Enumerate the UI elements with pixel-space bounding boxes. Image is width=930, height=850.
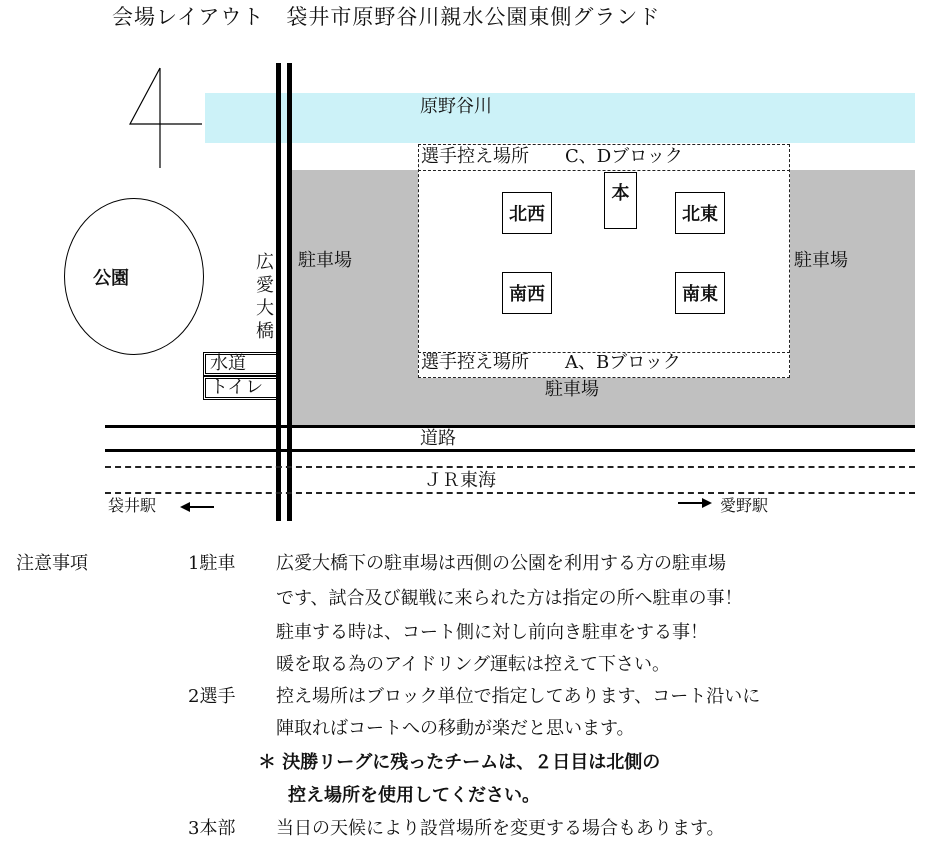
notes-heading: 注意事項	[16, 553, 88, 574]
note-line: 当日の天候により設営場所を変更する場合もあります。	[276, 818, 725, 839]
note-line: 控え場所はブロック単位で指定してあります、コート沿いに	[276, 686, 761, 707]
bridge-label: 広愛大橋	[256, 252, 274, 342]
river	[205, 93, 915, 143]
note-line: 暖を取る為のアイドリング運転は控えて下さい。	[276, 654, 671, 675]
court-northwest: 北西	[502, 192, 552, 234]
arrow-left-icon	[180, 500, 216, 514]
road-north-edge	[105, 425, 915, 428]
road-label: 道路	[420, 428, 456, 449]
highlight-note: ＊ 決勝リーグに残ったチームは、２日目は北側の	[258, 752, 661, 773]
court-northeast: 北東	[675, 192, 725, 234]
note-label: 2選手	[188, 686, 236, 707]
court-southwest: 南西	[502, 272, 552, 314]
highlight-note: 控え場所を使用してください。	[288, 785, 540, 806]
park	[64, 198, 204, 355]
toilet-facility: トイレ	[203, 376, 281, 400]
note-line: 駐車する時は、コート側に対し前向き駐車をする事！	[276, 622, 708, 643]
parking-label-west: 駐車場	[298, 250, 352, 271]
park-label: 公園	[93, 267, 129, 289]
north-waiting-divider	[418, 170, 790, 171]
court-southeast: 南東	[675, 272, 725, 314]
road-south-edge	[105, 449, 915, 452]
note-line: 陣取ればコートへの移動が楽だと思います。	[276, 718, 635, 739]
water-facility: 水道	[203, 352, 281, 376]
station-west: 袋井駅	[108, 496, 157, 515]
river-label: 原野谷川	[420, 96, 492, 117]
railway-north-line	[105, 466, 915, 468]
page-title: 会場レイアウト 袋井市原野谷川親水公園東側グランド	[112, 5, 661, 29]
waiting-area-north: 選手控え場所 C、Dブロック	[421, 146, 683, 167]
arrow-right-icon	[676, 496, 712, 510]
note-line: です、試合及び観戦に来られた方は指定の所へ駐車の事！	[276, 588, 743, 609]
note-label: 3本部	[188, 818, 236, 839]
parking-label-east: 駐車場	[794, 250, 848, 271]
bridge-rail-west	[276, 63, 281, 521]
railway-south-line	[105, 492, 915, 494]
waiting-area-south: 選手控え場所 A、Bブロック	[421, 352, 681, 373]
note-label: 1駐車	[188, 553, 236, 574]
note-line: 広愛大橋下の駐車場は西側の公園を利用する方の駐車場	[276, 553, 726, 574]
station-east: 愛野駅	[720, 496, 769, 515]
north-arrow-icon	[118, 66, 208, 171]
headquarters: 本	[604, 172, 637, 229]
railway-label: ＪＲ東海	[424, 470, 496, 491]
parking-label-south: 駐車場	[545, 379, 599, 400]
bridge-rail-east	[287, 63, 292, 521]
